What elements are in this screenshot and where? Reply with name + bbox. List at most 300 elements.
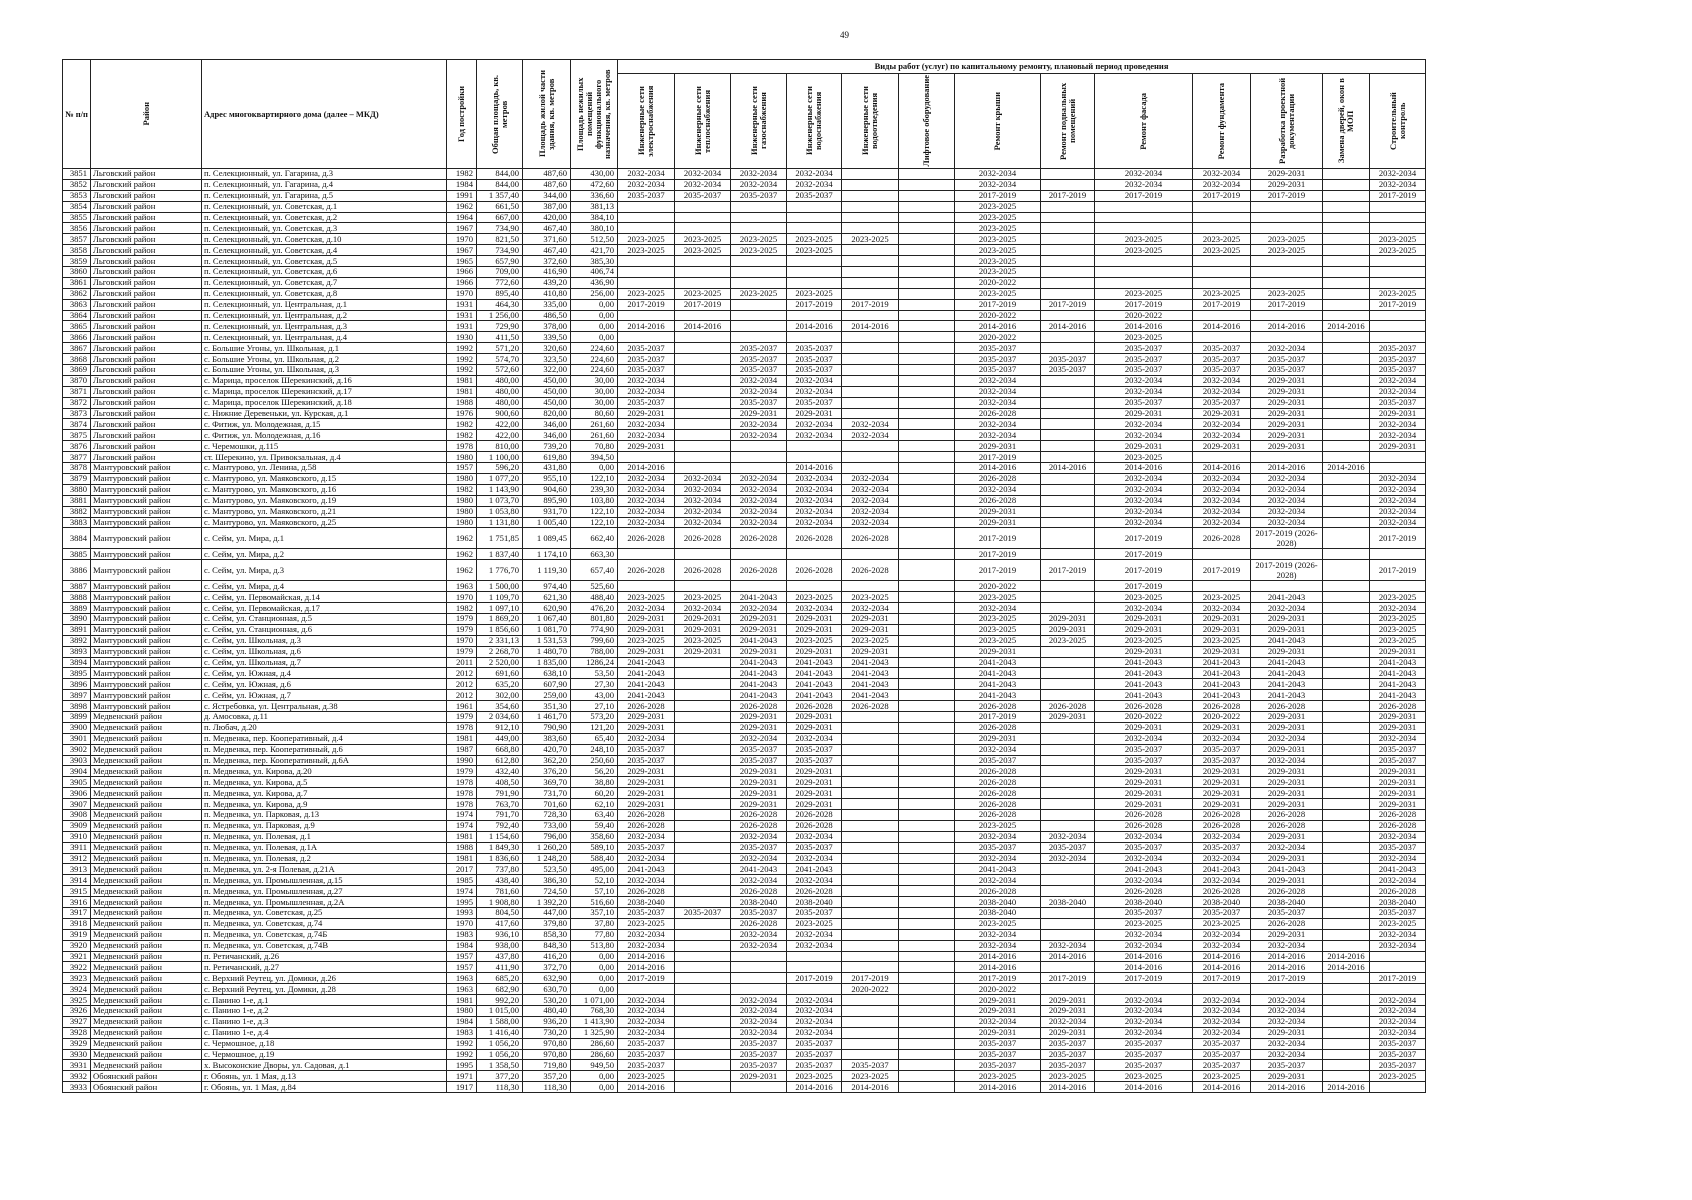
table-cell: 2035-2037 [1251,354,1323,365]
table-cell: 62,10 [571,799,618,810]
table-cell: 2032-2034 [787,473,842,484]
table-cell [899,419,955,430]
table-cell: Мантуровский район [91,613,202,624]
table-cell [675,1071,731,1082]
table-cell [787,581,842,592]
table-cell: 2041-2043 [787,679,842,690]
table-cell [899,288,955,299]
col-living-area: Площадь жилой части здания, кв. метров [523,60,571,169]
table-cell [899,711,955,722]
table-cell: 2017-2019 [618,299,675,310]
table-cell: 2014-2016 [787,1082,842,1093]
table-cell [1041,962,1095,973]
table-cell [1370,256,1426,267]
table-cell: 2035-2037 [955,842,1041,853]
table-cell: 3852 [63,179,91,190]
table-cell: 2041-2043 [618,668,675,679]
table-cell: 2032-2034 [618,169,675,180]
table-cell: 791,70 [477,809,523,820]
table-cell [787,267,842,278]
table-cell: 3888 [63,592,91,603]
table-cell: 619,80 [523,452,571,463]
table-cell: п. Селекционный, ул. Советская, д.8 [202,288,447,299]
table-cell [731,256,787,267]
table-cell: Льговский район [91,299,202,310]
table-cell [1323,897,1370,908]
table-cell: 2017-2019 [1370,190,1426,201]
table-cell: 2035-2037 [787,343,842,354]
table-cell: 1 392,20 [523,897,571,908]
capital-repair-table [62,59,1426,1093]
table-cell: 607,90 [523,679,571,690]
table-cell: 2014-2016 [1251,321,1323,332]
table-cell: 2029-2031 [1370,788,1426,799]
table-cell: 1982 [447,603,477,614]
table-cell: 2026-2028 [618,560,675,581]
table-cell: 1963 [447,581,477,592]
table-cell: Медвенский район [91,864,202,875]
table-cell: 2035-2037 [731,1049,787,1060]
table-cell: с. Большие Угоны, ул. Школьная, д.2 [202,354,447,365]
table-cell [842,864,899,875]
table-cell: 2023-2025 [955,267,1041,278]
table-cell [1323,766,1370,777]
table-cell: 2032-2034 [1251,755,1323,766]
table-cell: 2038-2040 [1370,897,1426,908]
table-cell: 2026-2028 [675,528,731,549]
table-cell: 2026-2028 [955,495,1041,506]
table-cell: 2032-2034 [731,995,787,1006]
table-cell [1041,733,1095,744]
col-work-3: Инженерные сети водоснабжения [787,74,842,169]
table-cell: 2026-2028 [955,722,1041,733]
table-cell: 3925 [63,995,91,1006]
table-cell [842,886,899,897]
table-row [63,962,1426,973]
table-cell: 1987 [447,744,477,755]
table-cell: 411,90 [477,962,523,973]
table-cell: 2041-2043 [1251,635,1323,646]
table-cell: 2032-2034 [1095,517,1193,528]
table-cell: 2014-2016 [1095,463,1193,474]
table-cell: 467,40 [523,223,571,234]
table-cell: 2032-2034 [1251,506,1323,517]
table-cell: 2041-2043 [842,657,899,668]
table-cell [1323,733,1370,744]
table-cell: 2035-2037 [1041,365,1095,376]
table-cell: 437,80 [477,951,523,962]
table-cell: 1 480,70 [523,646,571,657]
col-work-12: Строительный контроль [1370,74,1426,169]
table-cell: 2032-2034 [1095,1006,1193,1017]
table-cell [899,592,955,603]
table-cell: 2032-2034 [1370,1016,1426,1027]
table-cell: п. Селекционный, ул. Советская, д.6 [202,267,447,278]
table-cell: 2032-2034 [842,419,899,430]
table-cell: п. Медвенка, ул. Кирова, д.20 [202,766,447,777]
table-cell: 2035-2037 [618,365,675,376]
table-cell: 2032-2034 [618,495,675,506]
table-cell: 574,70 [477,354,523,365]
table-cell: 2017-2019 [955,549,1041,560]
table-cell: 3887 [63,581,91,592]
table-cell: 2012 [447,679,477,690]
table-cell: 2041-2043 [1370,657,1426,668]
table-row [63,875,1426,886]
table-cell: 1980 [447,517,477,528]
table-cell: с. Сейм, ул. Мира, д.2 [202,549,447,560]
table-cell: 657,90 [477,256,523,267]
works-group-header: Виды работ (услуг) по капитальному ремонту, плановый период проведения [618,60,1426,74]
table-cell: 2035-2037 [1095,755,1193,766]
col-work-7: Ремонт подвальных помещений [1041,74,1095,169]
table-cell: 2029-2031 [1251,386,1323,397]
table-cell: 2041-2043 [1370,668,1426,679]
table-cell: 3863 [63,299,91,310]
table-cell: 0,00 [571,1082,618,1093]
table-row [63,441,1426,452]
table-cell [675,940,731,951]
table-cell [731,951,787,962]
table-cell: 3893 [63,646,91,657]
table-cell: 2032-2034 [1041,940,1095,951]
table-cell: 2014-2016 [1041,951,1095,962]
table-cell: 2035-2037 [1193,1038,1251,1049]
table-cell: 2041-2043 [1251,657,1323,668]
table-cell: 2029-2031 [731,613,787,624]
table-cell: Медвенский район [91,1038,202,1049]
table-cell: 2023-2025 [1251,288,1323,299]
table-cell: 2041-2043 [1370,690,1426,701]
table-cell: 2032-2034 [618,484,675,495]
table-cell [675,1082,731,1093]
table-cell [675,722,731,733]
table-cell: 3858 [63,245,91,256]
table-cell: 621,30 [523,592,571,603]
table-cell: Льговский район [91,310,202,321]
table-cell [1370,212,1426,223]
table-cell: 357,10 [571,908,618,919]
table-cell: 2041-2043 [787,668,842,679]
table-cell: 2020-2022 [955,310,1041,321]
table-cell [675,777,731,788]
table-cell: 2032-2034 [842,473,899,484]
table-cell: 2017-2019 [955,452,1041,463]
table-cell: 1981 [447,995,477,1006]
table-cell: 1 174,10 [523,549,571,560]
table-row [63,397,1426,408]
table-cell: Льговский район [91,354,202,365]
table-cell [842,951,899,962]
table-cell: 2032-2034 [1193,1027,1251,1038]
table-cell: 2014-2016 [1041,463,1095,474]
table-cell [842,408,899,419]
table-cell [675,842,731,853]
table-cell [899,299,955,310]
table-cell: 2035-2037 [1193,397,1251,408]
table-cell [1041,441,1095,452]
table-cell: 1 325,90 [571,1027,618,1038]
table-cell: 2032-2034 [1370,875,1426,886]
table-cell [899,777,955,788]
table-cell: 2035-2037 [675,908,731,919]
table-cell: 2023-2025 [787,635,842,646]
table-cell: 657,40 [571,560,618,581]
table-cell: 1 908,80 [477,897,523,908]
table-cell: 2017-2019 [955,560,1041,581]
table-cell: 1970 [447,635,477,646]
table-cell: 2023-2025 [618,1071,675,1082]
table-cell: п. Медвенка, ул. Кирова, д.7 [202,788,447,799]
table-cell: 2041-2043 [787,657,842,668]
table-cell: 447,00 [523,908,571,919]
table-cell: 487,60 [523,169,571,180]
table-cell: 2023-2025 [675,234,731,245]
table-cell [1323,973,1370,984]
table-cell: Льговский район [91,234,202,245]
table-cell: 2017-2019 [1095,560,1193,581]
table-cell: Медвенский район [91,722,202,733]
table-cell: 3923 [63,973,91,984]
table-cell: 1 260,20 [523,842,571,853]
table-cell: 2035-2037 [1251,1060,1323,1071]
table-cell [1193,223,1251,234]
table-cell [899,613,955,624]
table-cell: 2032-2034 [1095,430,1193,441]
table-cell: 2020-2022 [955,581,1041,592]
table-cell [1323,744,1370,755]
table-cell: 63,40 [571,809,618,820]
table-cell: 239,30 [571,484,618,495]
table-cell: 372,60 [523,256,571,267]
table-cell: 2035-2037 [1041,1060,1095,1071]
table-row [63,668,1426,679]
table-row [63,1071,1426,1082]
table-cell: 2032-2034 [955,831,1041,842]
table-cell: 2041-2043 [1370,679,1426,690]
table-cell [1323,809,1370,820]
table-cell: 3915 [63,886,91,897]
table-cell: 2017-2019 [1251,190,1323,201]
table-cell [899,179,955,190]
table-cell: 1957 [447,962,477,973]
table-cell: Мантуровский район [91,657,202,668]
table-cell [787,256,842,267]
table-cell: 2029-2031 [955,733,1041,744]
table-row [63,517,1426,528]
table-cell: 792,40 [477,820,523,831]
table-cell: 422,00 [477,419,523,430]
table-cell [731,1082,787,1093]
table-cell: 2041-2043 [1251,690,1323,701]
table-cell [899,657,955,668]
table-cell: 2020-2022 [955,332,1041,343]
table-cell: 2032-2034 [1193,430,1251,441]
table-cell: 2032-2034 [1370,1006,1426,1017]
table-cell [675,679,731,690]
table-cell: 912,10 [477,722,523,733]
table-cell: Медвенский район [91,886,202,897]
table-cell [1041,212,1095,223]
table-cell: 464,30 [477,299,523,310]
table-cell: 122,10 [571,506,618,517]
table-cell: 2032-2034 [731,419,787,430]
table-cell: Мантуровский район [91,592,202,603]
table-cell [675,668,731,679]
table-cell: 2032-2034 [1193,875,1251,886]
table-cell [899,1071,955,1082]
table-cell [1193,267,1251,278]
table-cell: 2026-2028 [1041,701,1095,712]
table-cell [731,267,787,278]
table-cell: 2032-2034 [731,506,787,517]
table-cell [675,267,731,278]
table-cell: 1979 [447,646,477,657]
table-cell: 2023-2025 [842,635,899,646]
table-cell [1041,288,1095,299]
table-cell: 3911 [63,842,91,853]
table-cell: 2023-2025 [1193,918,1251,929]
table-cell: 2041-2043 [1251,864,1323,875]
table-cell: 799,60 [571,635,618,646]
table-cell [1193,212,1251,223]
table-cell: 2032-2034 [1095,495,1193,506]
table-cell: Льговский район [91,397,202,408]
table-cell: Мантуровский район [91,473,202,484]
table-cell: п. Селекционный, ул. Советская, д.10 [202,234,447,245]
table-cell: 2023-2025 [1095,332,1193,343]
table-cell [1323,635,1370,646]
table-cell: 2026-2028 [842,701,899,712]
table-cell: Обоянский район [91,1082,202,1093]
table-cell: 2029-2031 [1095,777,1193,788]
table-cell [842,1049,899,1060]
table-cell: 2026-2028 [731,560,787,581]
table-cell: Мантуровский район [91,679,202,690]
table-cell: 1974 [447,820,477,831]
table-cell: 2029-2031 [1251,408,1323,419]
table-cell: 2023-2025 [1370,234,1426,245]
table-cell: 2041-2043 [955,657,1041,668]
table-cell: 2041-2043 [1251,592,1323,603]
table-cell: 430,00 [571,169,618,180]
table-cell: 2029-2031 [1251,441,1323,452]
table-cell [842,397,899,408]
table-cell: 1963 [447,973,477,984]
table-cell: 2 268,70 [477,646,523,657]
table-cell: 1971 [447,1071,477,1082]
table-cell: 411,50 [477,332,523,343]
table-cell [1041,820,1095,831]
table-cell: 2032-2034 [1370,484,1426,495]
table-cell: 2026-2028 [618,820,675,831]
table-cell: 2032-2034 [675,169,731,180]
table-cell [1041,679,1095,690]
table-cell: 486,50 [523,310,571,321]
table-cell: 420,70 [523,744,571,755]
table-cell: 774,90 [571,624,618,635]
table-cell: п. Селекционный, ул. Гагарина, д.4 [202,179,447,190]
table-cell: с. Мантурово, ул. Маяковского, д.25 [202,517,447,528]
table-cell: 701,60 [523,799,571,810]
table-cell: 2038-2040 [955,908,1041,919]
table-row [63,886,1426,897]
table-cell [1041,646,1095,657]
table-cell: 1 248,20 [523,853,571,864]
table-cell: 3853 [63,190,91,201]
table-cell: 2032-2034 [618,419,675,430]
table-cell: п. Ретичанский, д.26 [202,951,447,962]
table-cell [842,169,899,180]
table-cell: 2023-2025 [955,201,1041,212]
table-cell: 2032-2034 [731,603,787,614]
table-cell: Медвенский район [91,733,202,744]
table-cell: 2029-2031 [787,766,842,777]
table-cell: 3913 [63,864,91,875]
table-cell: 2023-2025 [955,223,1041,234]
table-cell: с. Ястребовка, ул. Центральная, д.38 [202,701,447,712]
table-cell: 1981 [447,831,477,842]
table-row [63,820,1426,831]
table-cell: 2032-2034 [618,375,675,386]
table-cell: Льговский район [91,245,202,256]
table-cell: 2032-2034 [618,179,675,190]
table-row [63,408,1426,419]
data-table [62,59,1426,1093]
table-cell: 2041-2043 [731,592,787,603]
table-cell: 2032-2034 [842,495,899,506]
table-cell: 2032-2034 [675,517,731,528]
table-cell: 2026-2028 [731,701,787,712]
table-cell: 1957 [447,951,477,962]
table-cell [675,441,731,452]
table-cell: 56,20 [571,766,618,777]
table-cell [1041,506,1095,517]
table-cell [842,842,899,853]
table-cell: 2038-2040 [955,897,1041,908]
table-cell: 1992 [447,343,477,354]
table-cell [899,755,955,766]
table-cell [899,799,955,810]
table-cell: п. Медвенка, пер. Кооперативный, д.6 [202,744,447,755]
table-cell: 2023-2025 [1370,592,1426,603]
table-cell: 387,00 [523,201,571,212]
table-cell: 2017-2019 [842,973,899,984]
table-cell [899,1060,955,1071]
table-cell: 2032-2034 [731,940,787,951]
table-cell: 2032-2034 [675,495,731,506]
table-row [63,190,1426,201]
table-cell [618,223,675,234]
table-cell: п. Ретичанский, д.27 [202,962,447,973]
table-row [63,179,1426,190]
table-cell: 52,10 [571,875,618,886]
table-cell: 844,00 [477,169,523,180]
table-cell: 335,00 [523,299,571,310]
table-cell: 0,00 [571,973,618,984]
table-cell [1323,1006,1370,1017]
table-cell: 1 071,00 [571,995,618,1006]
table-cell [899,897,955,908]
table-cell: 1992 [447,1049,477,1060]
table-cell [1041,788,1095,799]
table-cell: 513,80 [571,940,618,951]
table-cell: 1992 [447,1038,477,1049]
table-cell: с. Большие Угоны, ул. Школьная, д.1 [202,343,447,354]
table-row [63,853,1426,864]
table-cell [731,441,787,452]
table-cell: 118,30 [523,1082,571,1093]
